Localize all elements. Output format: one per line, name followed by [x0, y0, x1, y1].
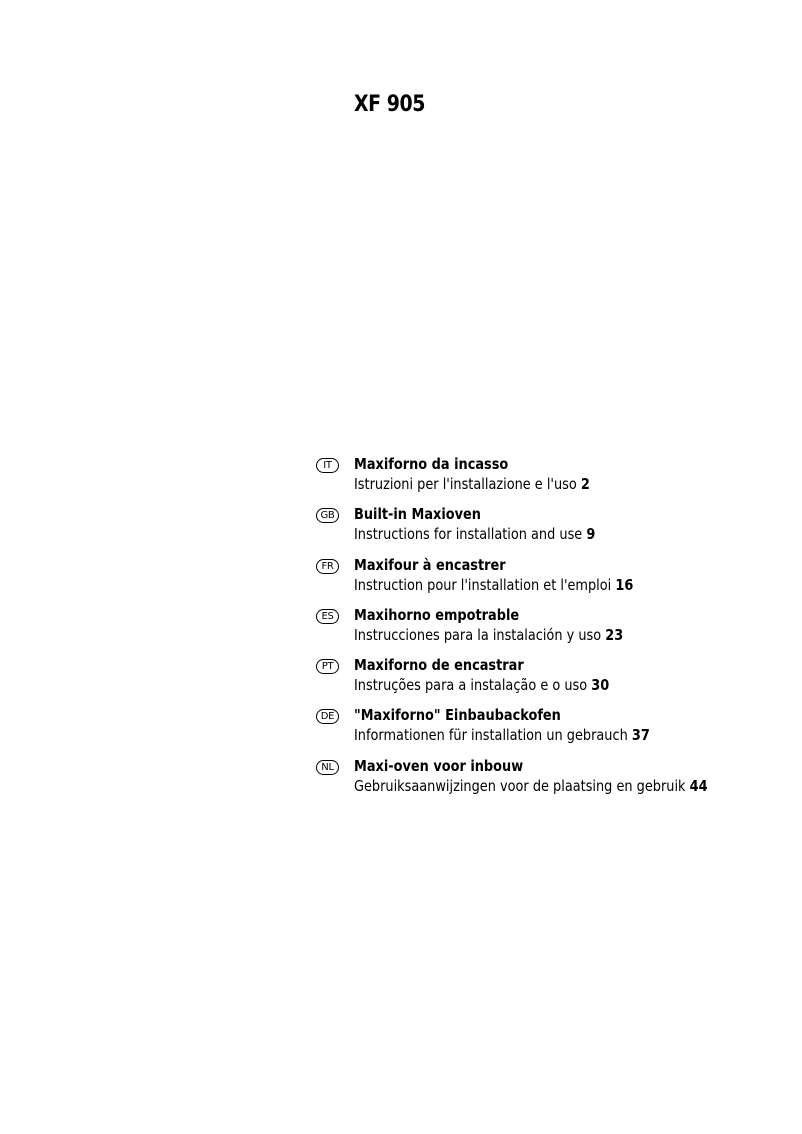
language-subtitle — [354, 524, 595, 544]
language-badge: NL — [316, 760, 339, 775]
language-subtitle — [354, 625, 623, 645]
language-entry-gb — [316, 504, 796, 554]
subtitle-text: Gebruiksaanwijzingen voor de plaatsing en gebruik — [354, 776, 690, 795]
page-number: 37 — [631, 726, 650, 745]
language-entry-de — [316, 705, 796, 755]
model-title: XF 905 — [354, 92, 426, 117]
language-subtitle — [354, 474, 590, 494]
page-number: 2 — [580, 475, 590, 493]
page-number: 9 — [586, 525, 596, 544]
language-badge: PT — [316, 659, 339, 674]
language-title: Built-in Maxioven — [354, 505, 481, 524]
language-entry-fr — [316, 555, 796, 605]
language-entry-es — [316, 605, 796, 655]
language-title: "Maxiforno" Einbaubackofen — [354, 706, 561, 725]
language-title: Maxihorno empotrable — [354, 605, 520, 624]
page-number: 44 — [689, 776, 708, 795]
language-subtitle — [354, 776, 708, 796]
language-subtitle — [354, 725, 650, 745]
subtitle-text: Instructions for installation and use — [354, 525, 583, 544]
language-badge: ES — [316, 609, 339, 624]
language-title: Maxi-oven voor inbouw — [354, 756, 524, 775]
language-list — [316, 454, 796, 806]
subtitle-text: Informationen für installation un gebrauch — [354, 726, 628, 745]
language-badge: GB — [316, 508, 339, 523]
language-badge: FR — [316, 559, 339, 574]
language-subtitle — [354, 575, 633, 595]
language-entry-pt — [316, 655, 796, 705]
page-number: 23 — [605, 625, 624, 644]
subtitle-text: Instruções para a instalação e o uso — [354, 676, 588, 695]
page-number: 30 — [591, 676, 610, 695]
language-title: Maxiforno da incasso — [354, 455, 509, 473]
page-number: 16 — [615, 575, 634, 594]
subtitle-text: Instruction pour l'installation et l'emploi — [354, 575, 612, 594]
subtitle-text: Instrucciones para la instalación y uso — [354, 625, 602, 644]
language-entry-it — [316, 454, 796, 504]
language-badge: DE — [316, 709, 339, 724]
language-entry-nl — [316, 756, 796, 806]
language-badge: IT — [316, 458, 339, 473]
subtitle-text: Istruzioni per l'installazione e l'uso — [354, 475, 577, 493]
language-title: Maxifour à encastrer — [354, 555, 506, 574]
language-title: Maxiforno de encastrar — [354, 656, 524, 675]
language-subtitle — [354, 675, 609, 695]
